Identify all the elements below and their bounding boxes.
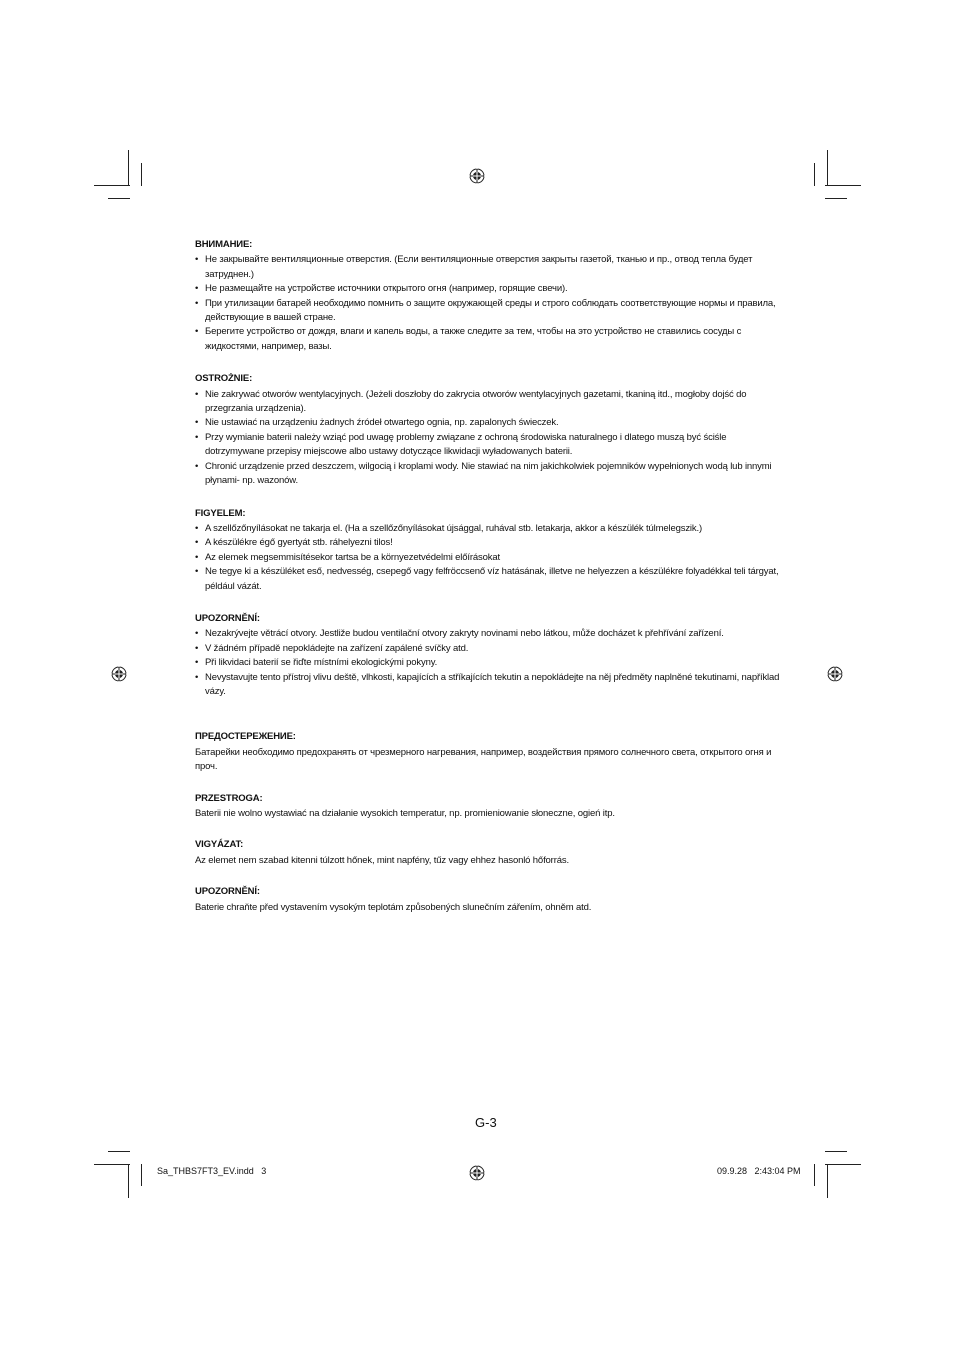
footer-file-name: Sa_THBS7FT3_EV.indd 3 xyxy=(157,1166,267,1176)
list-item: • Nevystavujte tento přístroj vlivu deště, vlhkosti, kapajících a stříkajících tekutin a nepokládejte na něj předměty naplněné tekutinami, například vázy. xyxy=(195,671,780,700)
warning-section-cz xyxy=(195,612,780,699)
section-heading: ВНИМАНИЕ: xyxy=(195,239,253,250)
caution-note-hu xyxy=(195,838,780,868)
warning-section-pl xyxy=(195,372,780,488)
crop-mark xyxy=(108,1151,130,1152)
note-heading: ПРЕДОСТЕРЕЖЕНИЕ: xyxy=(195,731,296,743)
crop-mark xyxy=(827,150,828,186)
bullet-list xyxy=(195,253,780,354)
crop-mark xyxy=(827,1164,828,1198)
list-item: • Берегите устройство от дождя, влаги и капель воды, а также следите за тем, чтобы на это устройство не ставились сосуды с жидкостями, например, вазы. xyxy=(195,325,780,354)
note-heading: VIGYÁZAT: xyxy=(195,839,244,851)
list-item: • Při likvidaci baterií se řiďte místními ekologickými pokyny. xyxy=(195,656,780,670)
list-item: • A szellőzőnyílásokat ne takarja el. (Ha a szellőzőnyílásokat újsággal, ruhával stb. letakarja, akkor a készülék túlmelegszik.) xyxy=(195,522,780,536)
registration-target-icon xyxy=(469,168,485,184)
caution-note-pl xyxy=(195,792,780,822)
registration-target-icon xyxy=(469,1165,485,1181)
bullet-list xyxy=(195,522,780,594)
list-item: • Nie zakrywać otworów wentylacyjnych. (Jeżeli doszłoby do zakrycia otworów wentylacyjnych gazetami, tkaniną itd., mogłoby dojść do przegrzania urządzenia). xyxy=(195,388,780,417)
crop-mark xyxy=(814,163,815,186)
warning-content xyxy=(195,238,780,932)
bullet-list xyxy=(195,388,780,489)
crop-mark xyxy=(94,185,130,186)
section-heading: UPOZORNĚNÍ: xyxy=(195,612,260,624)
note-heading: PRZESTROGA: xyxy=(195,792,263,804)
footer-timestamp: 09.9.28 2:43:04 PM xyxy=(717,1166,801,1176)
caution-note-cz xyxy=(195,885,780,915)
crop-mark xyxy=(108,198,130,199)
registration-target-icon xyxy=(827,666,843,682)
list-item: • Nie ustawiać na urządzeniu żadnych źródeł otwartego ognia, np. zapalonych świeczek. xyxy=(195,416,780,430)
warning-section-ru xyxy=(195,238,780,354)
list-item: • Не размещайте на устройстве источники открытого огня (например, горящие свечи). xyxy=(195,282,780,296)
crop-mark xyxy=(128,150,129,186)
warning-section-hu xyxy=(195,507,780,594)
list-item: • При утилизации батарей необходимо помнить о защите окружающей среды и строго соблюдать соответствующие нормы и правила, действующие в вашей стране. xyxy=(195,297,780,326)
registration-target-icon xyxy=(111,666,127,682)
note-text: Baterie chraňte před vystavením vysokým teplotám způsobených slunečním zářením, ohněm atd. xyxy=(195,901,592,913)
section-heading: FIGYELEM: xyxy=(195,507,246,519)
note-text: Az elemet nem szabad kitenni túlzott hőnek, mint napfény, tűz vagy ehhez hasonló hőforrás. xyxy=(195,854,569,866)
page-number: G-3 xyxy=(475,1115,497,1130)
list-item: • Chronić urządzenie przed deszczem, wilgocią i kroplami wody. Nie stawiać na nim jakichkolwiek pojemników wypełnionych wodą lub innymi płynami- np. wazonów. xyxy=(195,460,780,489)
list-item: • V žádném případě nepokládejte na zařízení zapálené svíčky atd. xyxy=(195,642,780,656)
crop-mark xyxy=(825,1164,861,1165)
section-heading: OSTROŻNIE: xyxy=(195,373,253,385)
note-text: Батарейки необходимо предохранять от чрезмерного нагревания, например, воздействия прямого солнечного света, открытого огня и проч. xyxy=(195,746,772,773)
note-heading: UPOZORNĚNÍ: xyxy=(195,886,260,898)
list-item: • Nezakrývejte větrácí otvory. Jestliže budou ventilační otvory zakryty novinami nebo látkou, může docházet k přehřívání zařízení. xyxy=(195,627,780,641)
bullet-list xyxy=(195,627,780,699)
crop-mark xyxy=(825,198,847,199)
crop-mark xyxy=(825,1151,847,1152)
crop-mark xyxy=(814,1164,815,1186)
crop-mark xyxy=(128,1164,129,1198)
note-text: Baterii nie wolno wystawiać na działanie wysokich temperatur, np. promieniowanie słoneczne, ogień itp. xyxy=(195,808,615,819)
crop-mark xyxy=(141,1164,142,1186)
list-item: • A készülékre égő gyertyát stb. ráhelyezni tilos! xyxy=(195,536,780,550)
crop-mark xyxy=(825,185,861,186)
caution-note-ru xyxy=(195,730,780,774)
list-item: • Przy wymianie baterii należy wziąć pod uwagę problemy związane z ochroną środowiska naturalnego i dlatego muszą być ściśle dotrzymywane przepisy miejscowe albo ustawy dotyczące likwidacji wyładowanych baterii. xyxy=(195,431,780,460)
list-item: • Az elemek megsemmisítésekor tartsa be a környezetvédelmi előírásokat xyxy=(195,551,780,565)
crop-mark xyxy=(141,163,142,186)
list-item: • Не закрывайте вентиляционные отверстия. (Если вентиляционные отверстия закрыты газетой, тканью и пр., отвод тепла будет затруднен.) xyxy=(195,253,780,282)
list-item: • Ne tegye ki a készüléket eső, nedvesség, csepegő vagy felfröccsenő víz hatásának, illetve ne helyezzen a készülékre folyadékkal teli tárgyat, például vázát. xyxy=(195,565,780,594)
crop-mark xyxy=(94,1164,130,1165)
